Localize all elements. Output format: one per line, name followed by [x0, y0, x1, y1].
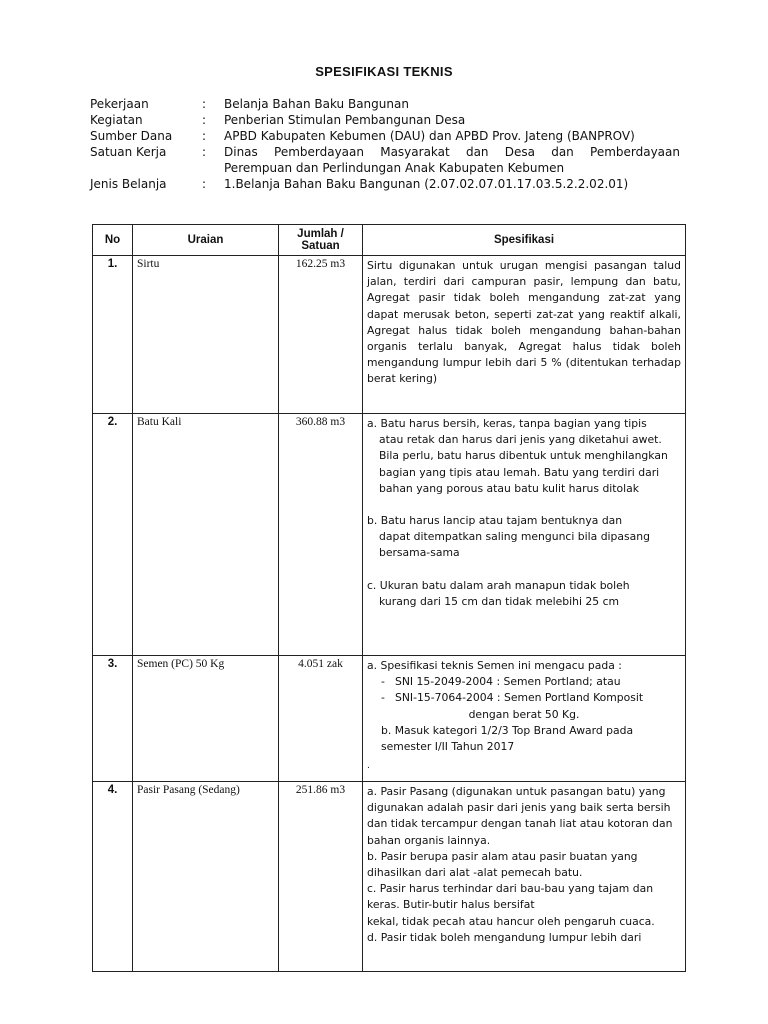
document-title: SPESIFIKASI TEKNIS [315, 64, 453, 79]
spec-item-b [367, 513, 681, 562]
meta-colon: : [202, 129, 207, 143]
cell-spesifikasi [363, 414, 686, 656]
header-uraian: Uraian [133, 225, 279, 256]
spec-bullet-1 [367, 674, 681, 690]
header-jumlah [279, 225, 363, 256]
bullet-dash: - [381, 675, 385, 689]
header-info [90, 96, 680, 192]
cell-uraian: Pasir Pasang (Sedang) [133, 782, 279, 972]
meta-colon: : [202, 145, 207, 159]
spec-item-c-rest: kurang dari 15 cm dan tidak melebihi 25 cm [379, 594, 620, 608]
specification-table [92, 224, 686, 972]
header-jumlah-line1: Jumlah / [297, 228, 344, 240]
spec-item-a [367, 416, 681, 497]
cell-no: 2. [93, 414, 133, 656]
spec-item-a-rest: atau retak dan harus dari jenis yang diketahui awet. Bila perlu, batu harus dibentuk untuk menghilangkan bagian yang tipis atau lemah. Batu yang terdiri dari bahan yang porous atau batu kulit harus ditolak [379, 433, 668, 495]
meta-value: Belanja Bahan Baku Bangunan [224, 97, 409, 111]
cell-jumlah: 251.86 m3 [279, 782, 363, 972]
spec-bullet-2 [367, 690, 681, 706]
meta-label: Pekerjaan [90, 97, 149, 111]
meta-value: APBD Kabupaten Kebumen (DAU) dan APBD Prov. Jateng (BANPROV) [224, 129, 635, 143]
cell-spesifikasi [363, 656, 686, 782]
spec-item-c: c. Pasir harus terhindar dari bau-bau yang tajam dan keras. Butir-butir halus bersifat [367, 882, 654, 912]
spec-item-b-rest: semester I/II Tahun 2017 [381, 740, 515, 754]
bullet-text: SNI-15-7064-2004 : Semen Portland Komposit [395, 691, 644, 705]
table-row [93, 414, 686, 656]
spec-trailing-dot: . [367, 761, 370, 772]
meta-value: 1.Belanja Bahan Baku Bangunan (2.07.02.07.01.17.03.5.2.2.02.01) [224, 177, 629, 191]
cell-jumlah: 4.051 zak [279, 656, 363, 782]
cell-no: 1. [93, 256, 133, 414]
meta-value-continued: Perempuan dan Perlindungan Anak Kabupaten Kebumen [224, 161, 565, 175]
spec-bullet-2-cont: dengan berat 50 Kg. [468, 707, 580, 721]
spec-text: Sirtu digunakan untuk urugan mengisi pasangan talud jalan, terdiri dari campuran pasir, lempung dan batu, Agregat pasir tidak boleh mengandung zat-zat yang dapat merusak beton, seperti zat-zat yang reaktif alkali, Agregat halus tidak boleh mengandung bahan-bahan organis terlalu banyak, Agregat halus tidak boleh mengandung lumpur lebih dari 5 % (ditentukan terhadap berat kering) [367, 259, 681, 386]
spec-item-a: a. Pasir Pasang (digunakan untuk pasangan batu) yang digunakan adalah pasir dari jenis yang baik serta bersih dan tidak tercampur dengan tanah liat atau kotoran dan bahan organis lainnya. [367, 785, 673, 847]
cell-uraian: Sirtu [133, 256, 279, 414]
cell-spesifikasi [363, 782, 686, 972]
spec-item-a-line: a. Batu harus bersih, keras, tanpa bagian yang tipis [367, 417, 647, 430]
meta-pekerjaan [90, 96, 680, 112]
spec-item-d: d. Pasir tidak boleh mengandung lumpur lebih dari [367, 930, 642, 944]
bullet-text: SNI 15-2049-2004 : Semen Portland; atau [395, 675, 621, 689]
header-spesifikasi: Spesifikasi [363, 225, 686, 256]
meta-label: Satuan Kerja [90, 145, 167, 159]
spec-item-c-rest: kekal, tidak pecah atau hancur oleh pengaruh cuaca. [367, 914, 655, 928]
table-row [93, 256, 686, 414]
meta-satuan-kerja [90, 144, 680, 160]
spec-item-a: a. Spesifikasi teknis Semen ini mengacu pada : [367, 659, 622, 672]
meta-sumber-dana [90, 128, 680, 144]
meta-jenis-belanja [90, 176, 680, 192]
meta-label: Jenis Belanja [90, 177, 167, 191]
spec-item-b: b. Pasir berupa pasir alam atau pasir buatan yang dihasilkan dari alat -alat pemecah batu. [367, 849, 638, 880]
spec-item-b-rest: dapat ditempatkan saling mengunci bila dipasang bersama-sama [379, 530, 650, 560]
cell-no: 4. [93, 782, 133, 972]
table-header-row [93, 225, 686, 256]
table-row [93, 656, 686, 782]
meta-label: Kegiatan [90, 113, 143, 127]
cell-uraian: Semen (PC) 50 Kg [133, 656, 279, 782]
meta-kegiatan [90, 112, 680, 128]
cell-jumlah: 360.88 m3 [279, 414, 363, 656]
header-no: No [93, 225, 133, 256]
cell-no: 3. [93, 656, 133, 782]
spec-item-c [367, 578, 681, 610]
meta-colon: : [202, 97, 207, 111]
meta-colon: : [202, 177, 207, 191]
meta-value: Dinas Pemberdayaan Masyarakat dan Desa dan Pemberdayaan [224, 145, 680, 159]
spec-item-b-line: b. Batu harus lancip atau tajam bentuknya dan [367, 514, 623, 528]
table-row [93, 782, 686, 972]
header-jumlah-line2: Satuan [301, 240, 340, 252]
spec-item-b: b. Masuk kategori 1/2/3 Top Brand Award pada [381, 723, 634, 737]
cell-jumlah: 162.25 m3 [279, 256, 363, 414]
cell-spesifikasi [363, 256, 686, 414]
bullet-dash: - [381, 691, 385, 705]
meta-value: Penberian Stimulan Pembangunan Desa [224, 113, 466, 127]
cell-uraian: Batu Kali [133, 414, 279, 656]
meta-label: Sumber Dana [90, 129, 173, 143]
spec-item-c-line: c. Ukuran batu dalam arah manapun tidak boleh [367, 578, 630, 592]
meta-colon: : [202, 113, 207, 127]
